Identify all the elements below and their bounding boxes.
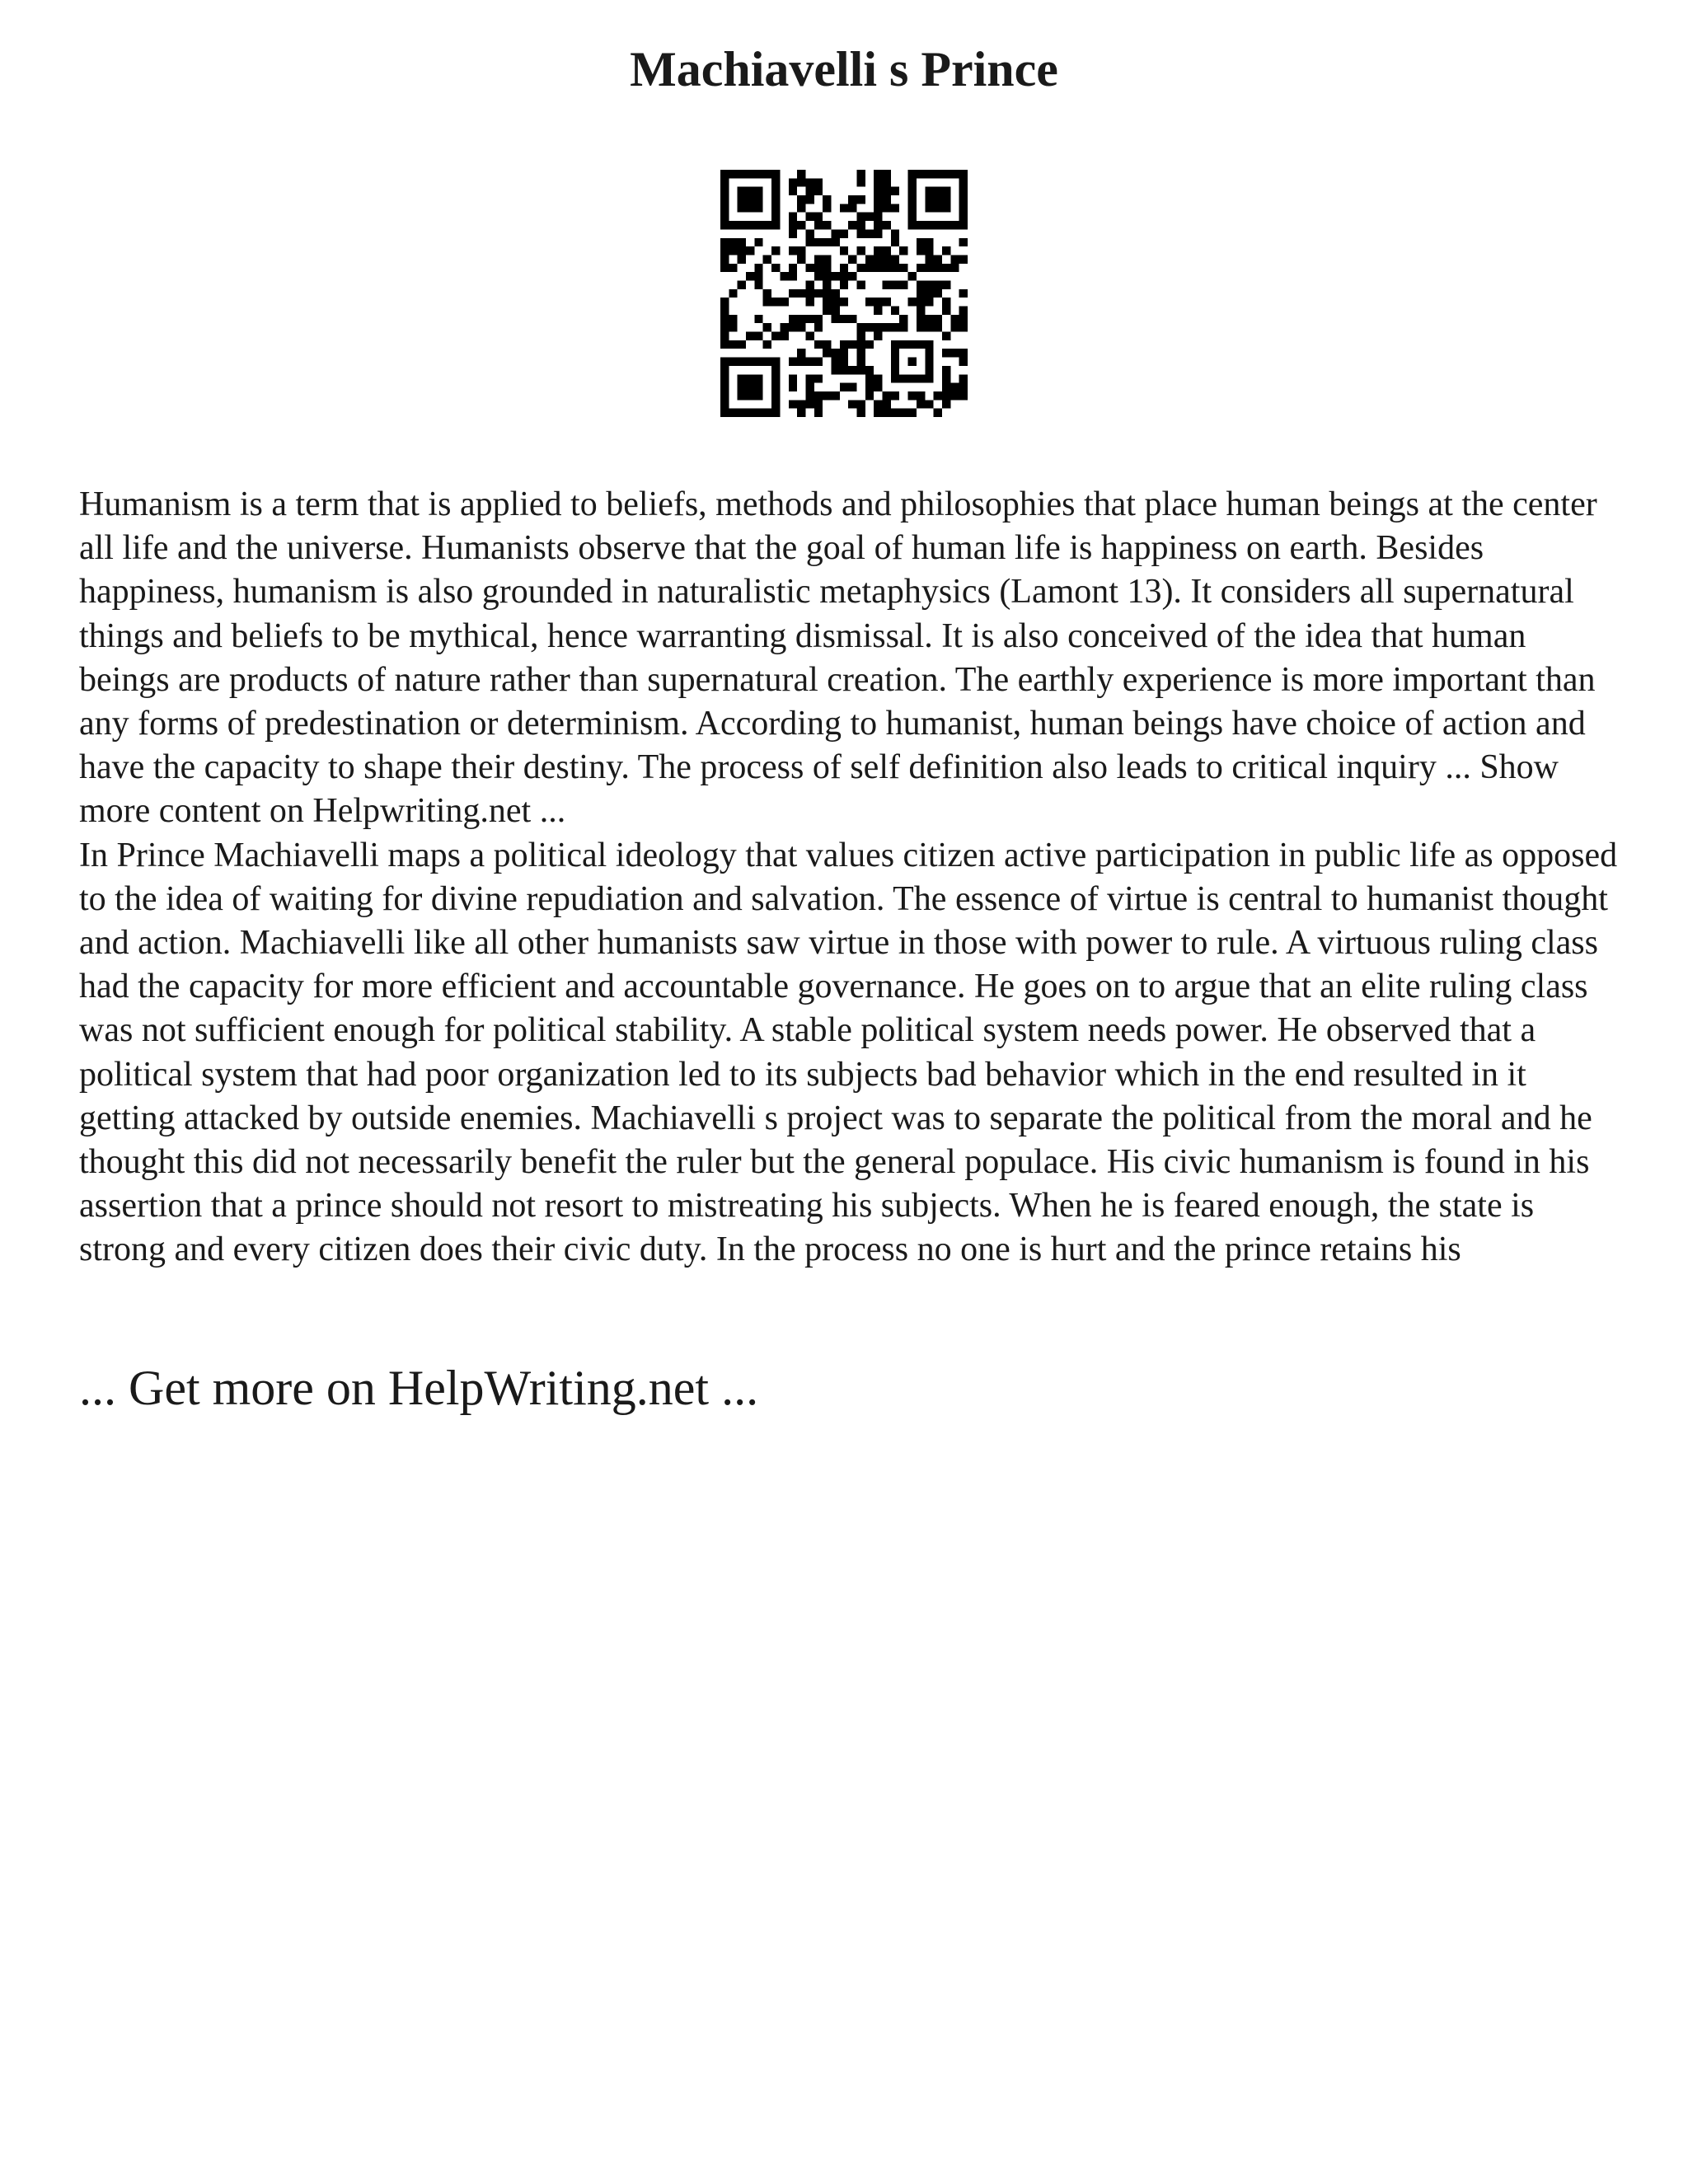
- body-paragraph: In Prince Machiavelli maps a political ideology that values citizen active participation in public life as opposed to the idea of waiting for divine repudiation and salvation. The essence of virtue is central to humanist thought and action. Machiavelli like all other humanists saw virtue in those with power to rule. A virtuous ruling class had the capacity for more efficient and accountable governance. He goes on to argue that an elite ruling class was not sufficient enough for political stability. A stable political system needs power. He observed that a political system that had poor organization led to its subjects bad behavior which in the end resulted in it getting attacked by outside enemies. Machiavelli s project was to separate the political from the moral and he thought this did not necessarily benefit the ruler but the general populace. His civic humanism is found in his assertion that a prince should not resort to mistreating his subjects. When he is feared enough, the state is strong and every citizen does their civic duty. In the process no one is hurt and the prince retains his: [79, 836, 1618, 1269]
- qr-code-icon[interactable]: [720, 170, 968, 417]
- page-title: Machiavelli s Prince: [630, 42, 1058, 96]
- get-more-link[interactable]: ... Get more on HelpWriting.net ...: [79, 1361, 759, 1415]
- body-paragraph: Humanism is a term that is applied to beliefs, methods and philosophies that place human beings at the center all life and the universe. Humanists observe that the goal of human life is happiness on earth. Besides happiness, humanism is also grounded in naturalistic metaphysics (Lamont 13). It considers all supernatural things and beliefs to be mythical, hence warranting dismissal. It is also conceived of the idea that human beings are products of nature rather than supernatural creation. The earthly experience is more important than any forms of predestination or determinism. According to humanist, human beings have choice of action and have the capacity to shape their destiny. The process of self definition also leads to critical inquiry ... Show more content on Helpwriting.net ...: [79, 485, 1597, 831]
- article-body: [79, 483, 1620, 1272]
